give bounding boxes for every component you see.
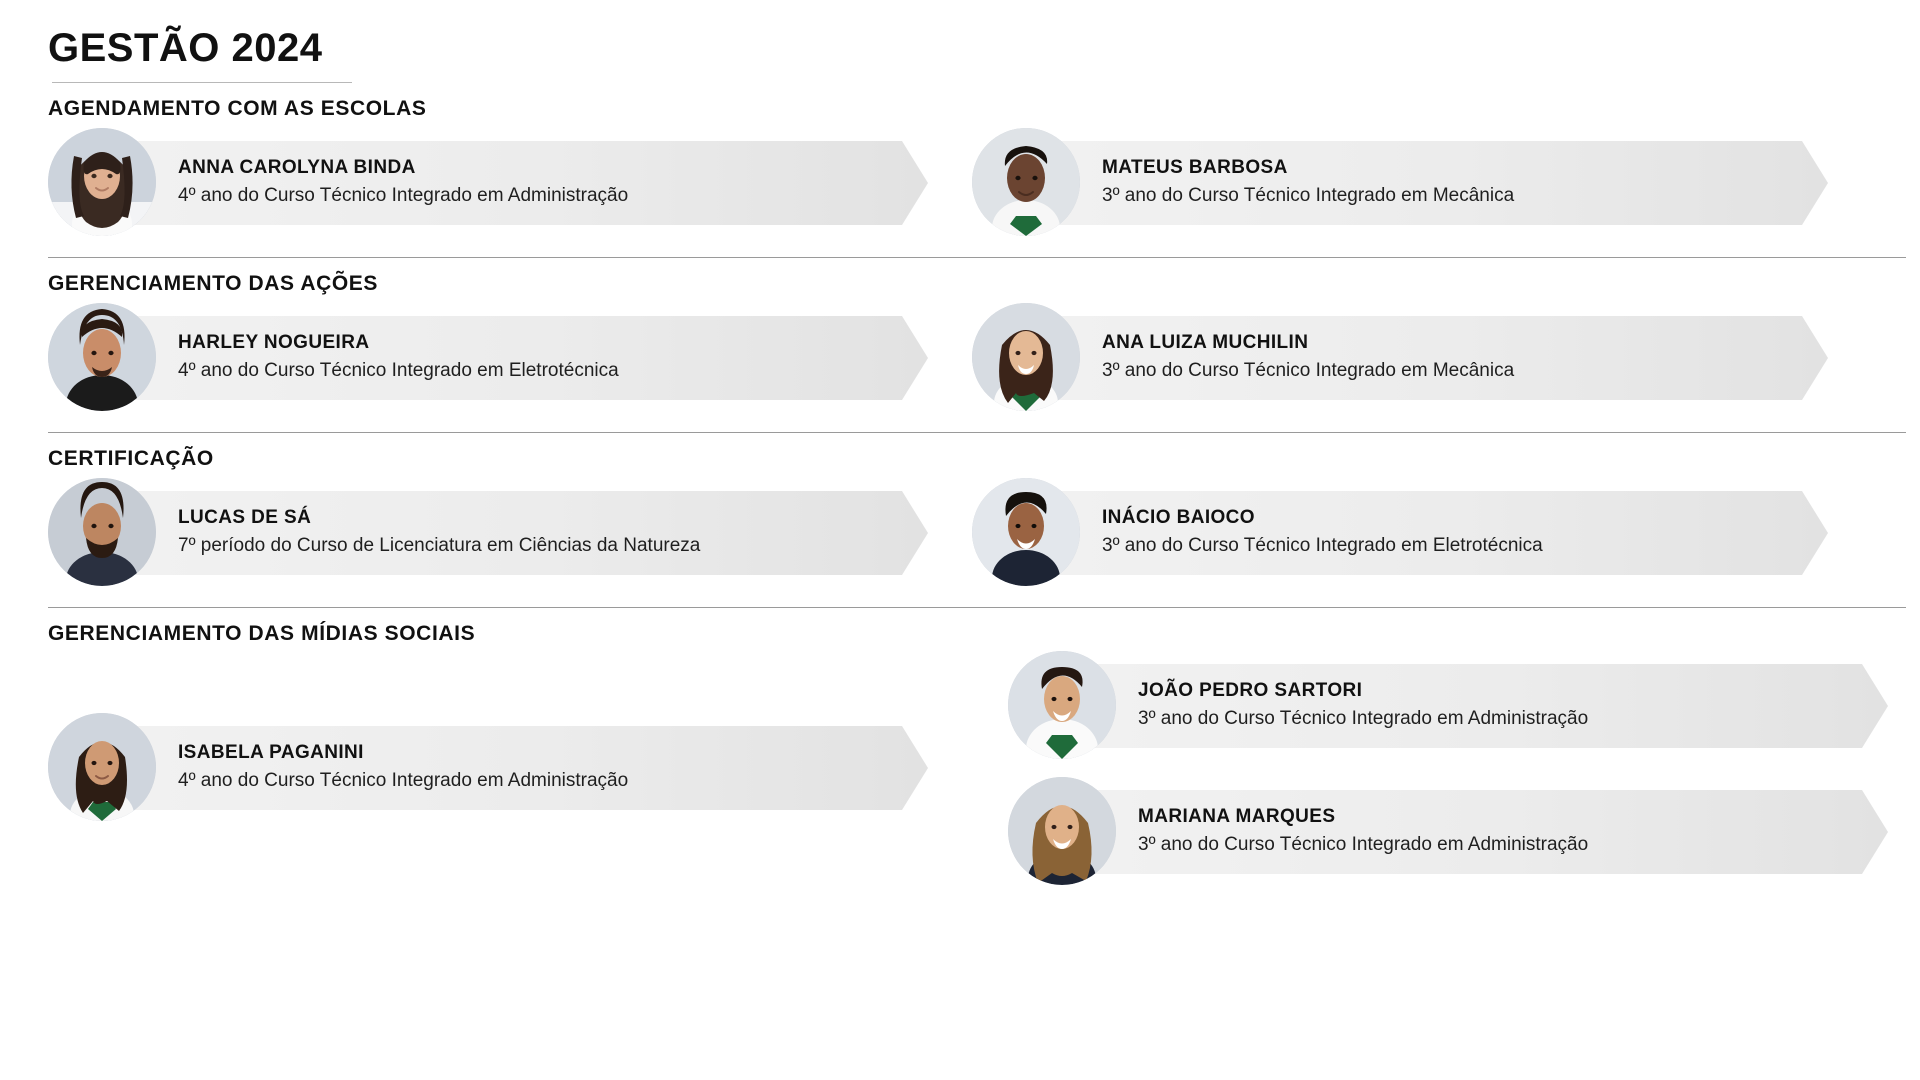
people-col-left (0, 302, 960, 422)
avatar (1008, 651, 1116, 759)
title-divider (52, 82, 352, 83)
section-certificacao (0, 432, 1920, 597)
avatar (972, 478, 1080, 586)
people-col-right (960, 477, 1920, 597)
person-text (178, 740, 628, 794)
section-agendamento (0, 97, 1920, 247)
person-name: MARIANA MARQUES (1138, 805, 1336, 827)
person-text (1138, 804, 1588, 858)
person-text (178, 330, 619, 384)
person-card (960, 650, 1588, 760)
section-heading: CERTIFICAÇÃO (48, 447, 214, 470)
person-name: ANNA CAROLYNA BINDA (178, 156, 416, 178)
avatar (48, 478, 156, 586)
person-text (1102, 155, 1514, 209)
person-role: 3º ano do Curso Técnico Integrado em Eletrotécnica (1102, 534, 1543, 556)
person-card (0, 302, 960, 412)
avatar (972, 128, 1080, 236)
people-row (0, 302, 1920, 422)
person-text (178, 155, 628, 209)
person-text (1102, 505, 1543, 559)
title-block (48, 26, 1920, 83)
people-col-right (960, 127, 1920, 247)
person-role: 3º ano do Curso Técnico Integrado em Administração (1138, 707, 1589, 729)
person-card (960, 477, 1920, 587)
section-divider (48, 432, 1906, 433)
people-row (0, 650, 1920, 900)
people-col-left (0, 477, 960, 597)
section-divider (48, 607, 1906, 608)
section-midias-sociais (0, 607, 1920, 900)
avatar (1008, 777, 1116, 885)
person-card (960, 302, 1920, 412)
people-col-right (960, 650, 1920, 900)
person-card (0, 712, 628, 822)
person-role: 3º ano do Curso Técnico Integrado em Mecânica (1102, 359, 1515, 381)
person-card (0, 477, 960, 587)
person-text (178, 505, 700, 559)
people-row (0, 477, 1920, 597)
page-title: GESTÃO 2024 (48, 26, 323, 70)
avatar (972, 303, 1080, 411)
person-text (1138, 678, 1588, 732)
section-heading: GERENCIAMENTO DAS MÍDIAS SOCIAIS (48, 622, 476, 645)
person-role: 4º ano do Curso Técnico Integrado em Administração (178, 184, 629, 206)
section-divider (48, 257, 1906, 258)
people-col-right (960, 302, 1920, 422)
people-row (0, 127, 1920, 247)
person-name: LUCAS DE SÁ (178, 506, 312, 528)
section-heading: AGENDAMENTO COM AS ESCOLAS (48, 97, 427, 120)
avatar (48, 303, 156, 411)
person-name: INÁCIO BAIOCO (1102, 506, 1255, 528)
person-name: HARLEY NOGUEIRA (178, 331, 370, 353)
person-role: 7º período do Curso de Licenciatura em Ciências da Natureza (178, 534, 701, 556)
person-role: 4º ano do Curso Técnico Integrado em Administração (178, 769, 629, 791)
person-card (960, 127, 1920, 237)
section-heading: GERENCIAMENTO DAS AÇÕES (48, 272, 378, 295)
person-name: JOÃO PEDRO SARTORI (1138, 679, 1363, 701)
avatar (48, 128, 156, 236)
person-role: 3º ano do Curso Técnico Integrado em Administração (1138, 833, 1589, 855)
person-name: MATEUS BARBOSA (1102, 156, 1288, 178)
section-gerenciamento-acoes (0, 257, 1920, 422)
person-text (1102, 330, 1514, 384)
people-col-left (0, 127, 960, 247)
avatar (48, 713, 156, 821)
person-name: ANA LUIZA MUCHILIN (1102, 331, 1309, 353)
people-col-left (0, 650, 960, 900)
person-role: 4º ano do Curso Técnico Integrado em Eletrotécnica (178, 359, 619, 381)
person-name: ISABELA PAGANINI (178, 741, 364, 763)
person-card (960, 776, 1588, 886)
person-role: 3º ano do Curso Técnico Integrado em Mecânica (1102, 184, 1515, 206)
person-card (0, 127, 960, 237)
